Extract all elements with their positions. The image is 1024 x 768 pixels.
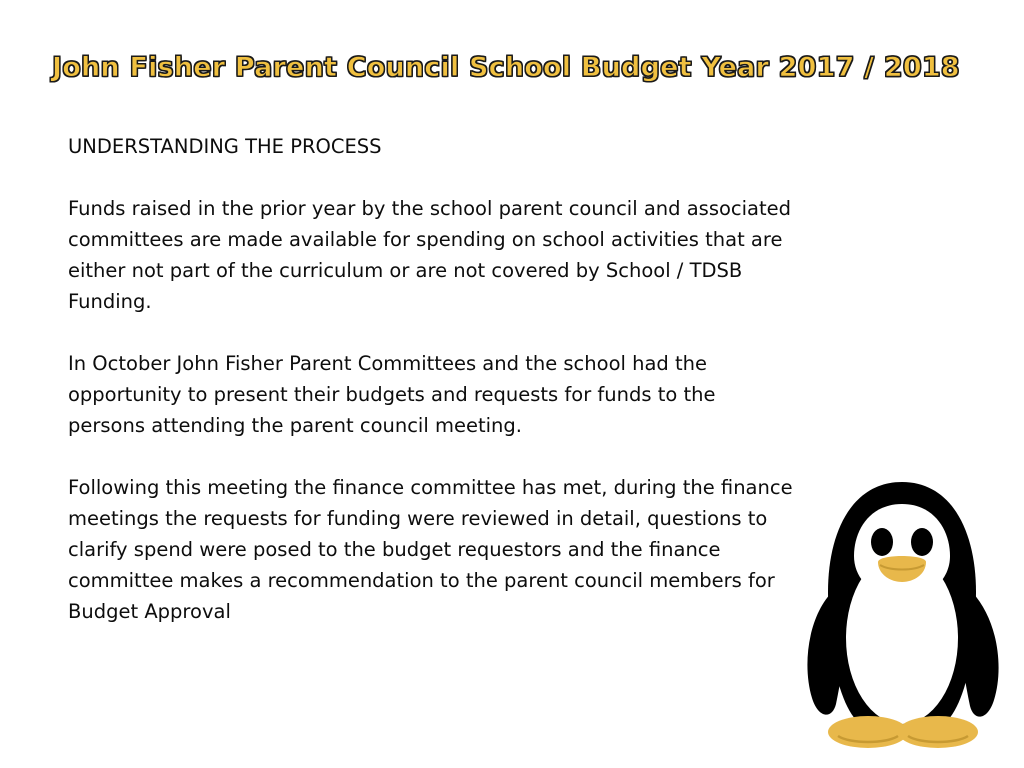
body-paragraph-1: Funds raised in the prior year by the school parent council and associated committees are made available for spending on school activities that are either not part of the curriculum or are not covered by School / TDSB Funding. (68, 197, 792, 313)
slide-body (68, 132, 838, 627)
body-paragraph-2: In October John Fisher Parent Committees and the school had the opportunity to present their budgets and requests for funds to the persons attending the parent council meeting. (68, 352, 716, 437)
page-title: John Fisher Parent Council School Budget Year 2017 / 2018 (52, 52, 960, 83)
body-paragraph-3: Following this meeting the finance committee has met, during the finance meetings the requests for funding were reviewed in detail, questions to clarify spend were posed to the budget requestors and the finance committee makes a recommendation to the parent council members for Budget Approval (68, 476, 793, 623)
penguin-illustration (790, 470, 1015, 760)
body-heading: UNDERSTANDING THE PROCESS (68, 135, 382, 158)
